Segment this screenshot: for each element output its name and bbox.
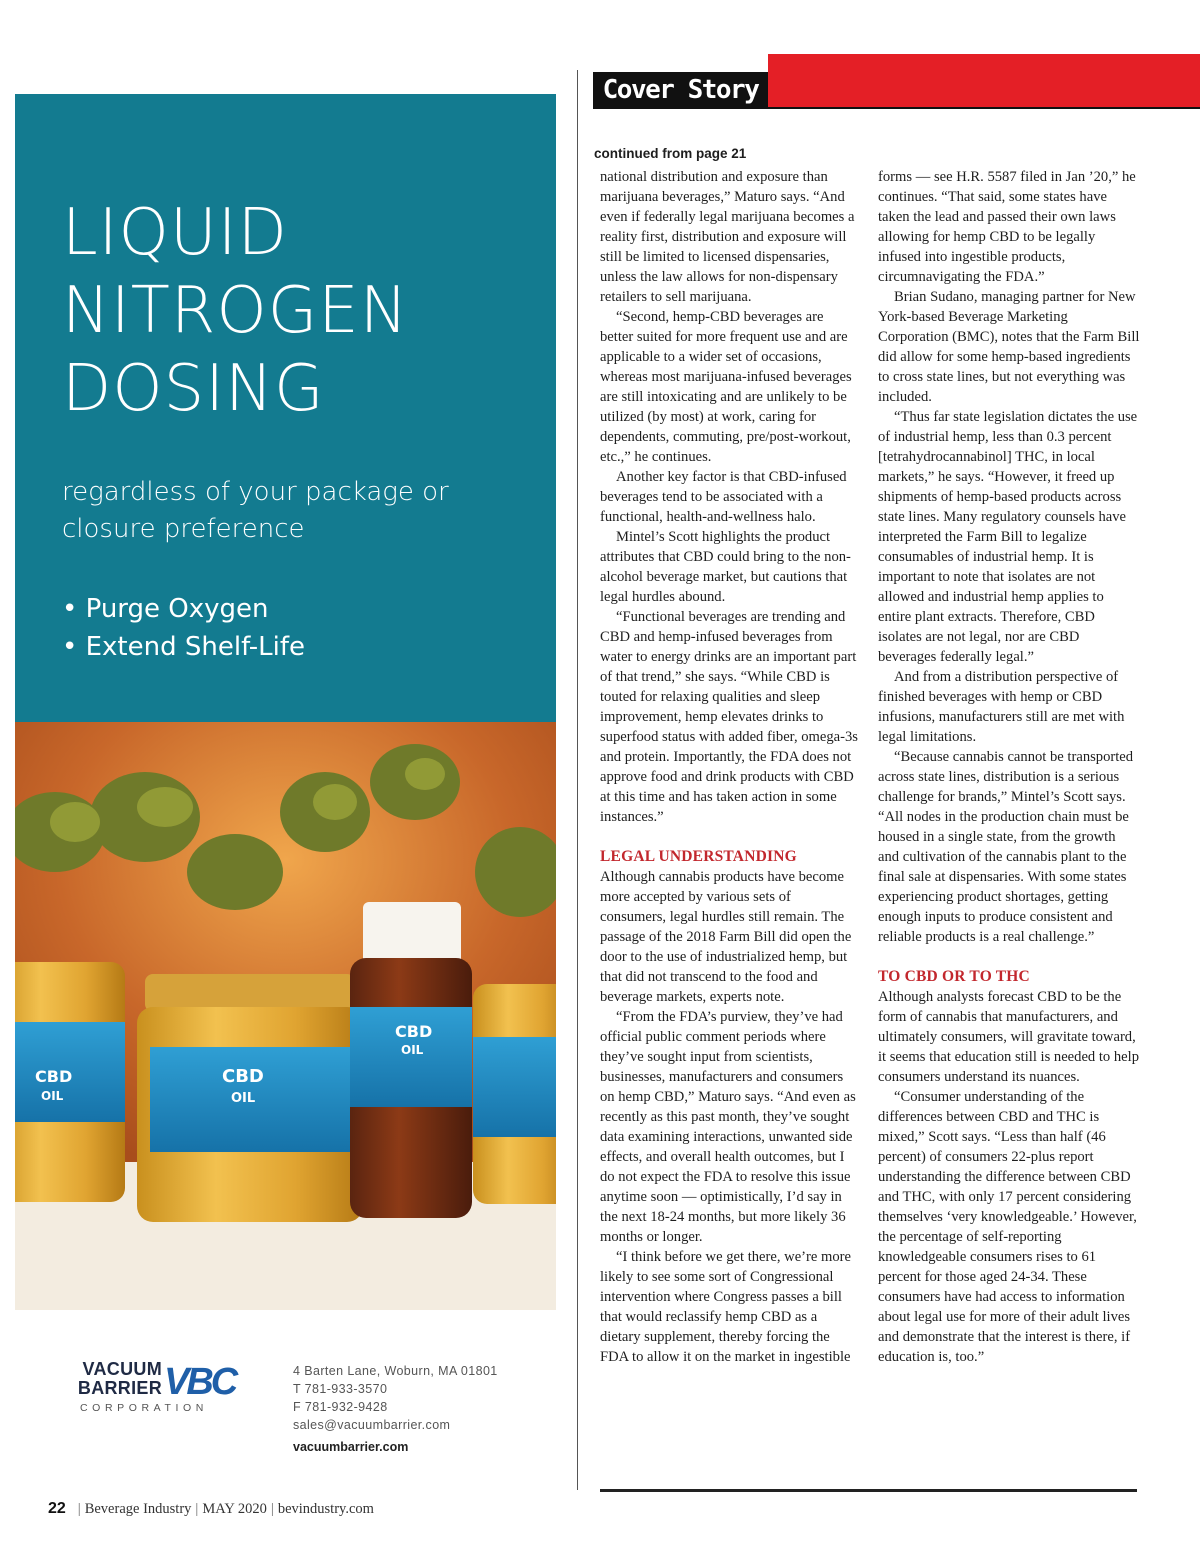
- ad-subhead: regardless of your package or closure preference: [62, 477, 449, 544]
- article-paragraph: “Because cannabis cannot be transported across state lines, distribution is a serious challenge for brands,” Mintel’s Scott says. “All nodes in the production chain must be housed in a single state, from the growth and cultivation of the cannabis plant to the final sale at dispensaries. With some states experiencing product shortages, getting enough inputs to produce consistent and reliable products is a real challenge.”: [878, 749, 1134, 945]
- vbc-name-line: BARRIER: [77, 1378, 162, 1398]
- jar-label-type: OIL: [41, 1089, 64, 1103]
- article-paragraph: “Consumer understanding of the differences between CBD and THC is mixed,” Scott says. “Less than half (46 percent) of consumers 22-plus report understanding the difference between CBD and THC, with only 17 percent considering themselves ‘very knowledgeable.’ However, the percentage of self-reporting knowledgeable consumers rises to 61 percent for those aged 24-34. These consumers have had access to information about legal use for more of their adult lives and demonstrate that the interest is there, if education is, too.”: [878, 1089, 1137, 1365]
- ad-photo-cbd-jars: [15, 722, 556, 1310]
- cbd-jars-illustration: [15, 722, 556, 1310]
- article-paragraph: “From the FDA’s purview, they’ve had official public comment periods where they’ve sought input from scientists, businesses, manufacturers and consumers on hemp CBD,” Maturo says. “And even as recently as this past month, they’ve sought data examining interactions, unwanted side effects, and overall health outcomes, but I do not expect the FDA to resolve this issue anytime soon — optimistically, I’d say in the next 18-24 months, but more likely 36 months or longer.: [600, 1009, 856, 1245]
- ad-fax: F 781-932-9428: [293, 1400, 388, 1414]
- ad-email-link[interactable]: sales@vacuumbarrier.com: [293, 1418, 451, 1432]
- article-paragraph: “Thus far state legislation dictates the use of industrial hemp, less than 0.3 percent [tetrahydrocannabinol] THC, in local markets,” he says. “However, it freed up shipments of hemp-based products across state lines. Many regulatory counsels have interpreted the Farm Bill to legalize consumables of industrial hemp. It is important to note that isolates are not allowed and industrial hemp applies to entire plant extracts. Therefore, CBD isolates are not legal, nor are CBD beverages federally legal.”: [878, 409, 1138, 665]
- article-paragraph: “Functional beverages are trending and CBD and hemp-infused beverages from water to energy drinks are an important part of that trend,” she says. “While CBD is touted for relaxing qualities and sleep improvement, hemp elevates drinks to superfood status with added fiber, omega-3s and protein. Importantly, the FDA does not approve food and drink products with CBD at this time and has taken action in some instances.”: [600, 609, 858, 825]
- ad-bullet: • Extend Shelf-Life: [62, 628, 532, 666]
- ad-phone: T 781-933-3570: [293, 1382, 388, 1396]
- page-number: 22: [48, 1500, 66, 1517]
- footer-publication: Beverage Industry: [84, 1501, 192, 1517]
- ad-address: 4 Barten Lane, Woburn, MA 01801: [293, 1364, 498, 1378]
- ad-headline-line: DOSING: [62, 352, 325, 426]
- article-paragraph: “Second, hemp-CBD beverages are better suited for more frequent use and are applicable to a wider set of occasions, whereas most marijuana-infused beverages are still intoxicating and are unlikely to be utilized (by most) at work, caring for dependents, commuting, pre/post-workout, etc.,” he continues.: [600, 309, 852, 465]
- ad-panel: [15, 94, 556, 1310]
- vbc-logo: [62, 1360, 252, 1420]
- ad-headline: [62, 194, 542, 428]
- jar-label-product: CBD: [35, 1067, 73, 1086]
- section-heading: TO CBD OR TO THC: [878, 968, 1030, 985]
- jar-label-type: OIL: [401, 1043, 424, 1057]
- vbc-corporation: CORPORATION: [80, 1402, 208, 1414]
- footer-issue: MAY 2020: [202, 1501, 267, 1517]
- jar-label-product: CBD: [395, 1022, 433, 1041]
- article-bottom-rule: [600, 1489, 1137, 1492]
- jar-label-product: CBD: [222, 1066, 264, 1087]
- ad-contact-block: [293, 1362, 498, 1434]
- ad-url-link[interactable]: vacuumbarrier.com: [293, 1440, 409, 1454]
- section-heading: LEGAL UNDERSTANDING: [600, 848, 797, 865]
- footer-site-link[interactable]: bevindustry.com: [277, 1501, 374, 1517]
- article-paragraph: And from a distribution perspective of finished beverages with hemp or CBD infusions, manufacturers still are met with legal limitations.: [878, 669, 1125, 745]
- article-paragraph: Mintel’s Scott highlights the product attributes that CBD could bring to the non-alcohol beverage market, but cautions that legal hurdles abound.: [600, 529, 851, 605]
- article-paragraph: Although cannabis products have become more accepted by various sets of consumers, legal hurdles still remain. The passage of the 2018 Farm Bill did open the door to the use of industrialized hemp, but that did not transcend to the food and beverage markets, experts note.: [600, 869, 852, 1005]
- section-title: Cover Story: [593, 72, 768, 109]
- page-footer: 22 | Beverage Industry | MAY 2020 | bevindustry.com: [48, 1500, 374, 1517]
- article-paragraph: “I think before we get there, we’re more likely to see some sort of Congressional intervention where Congress passes a bill that would reclassify hemp CBD as a dietary supplement, thereby forcing the FDA to allow it on the market in ingestible: [600, 1249, 852, 1365]
- article-column-1: [600, 167, 858, 1367]
- ad-bullet-list: [62, 590, 532, 666]
- section-rule: [593, 107, 1200, 109]
- column-divider: [577, 70, 578, 1490]
- ad-bullet: • Purge Oxygen: [62, 590, 532, 628]
- section-accent-bar: [768, 54, 1200, 109]
- ad-headline-line: NITROGEN: [62, 274, 409, 348]
- article-paragraph: Although analysts forecast CBD to be the form of cannabis that manufacturers, and ultimately consumers, will gravitate toward, it seems that education still is needed to help consumers understand its nuances.: [878, 989, 1140, 1085]
- article-paragraph: Another key factor is that CBD-infused beverages tend to be associated with a functional, health-and-wellness halo.: [600, 469, 847, 525]
- article-paragraph: national distribution and exposure than marijuana beverages,” Maturo says. “And even if federally legal marijuana becomes a reality first, distribution and exposure will still be limited to licensed dispensaries, unless the law allows for non-dispensary retailers to sell marijuana.: [600, 169, 855, 305]
- ad-headline-line: LIQUID: [62, 196, 288, 270]
- vbc-mark-icon: [162, 1360, 250, 1398]
- vbc-name-line: VACUUM: [82, 1359, 162, 1379]
- article-paragraph: Brian Sudano, managing partner for New York-based Beverage Marketing Corporation (BMC), notes that the Farm Bill did allow for some hemp-based ingredients to cross state lines, but not everything was included.: [878, 289, 1140, 405]
- article-column-2: [878, 167, 1140, 1367]
- vbc-mark-text: VBC: [164, 1361, 236, 1398]
- article-paragraph: forms — see H.R. 5587 filed in Jan ’20,” he continues. “That said, some states have taken the lead and passed their own laws allowing for hemp CBD to be legally infused into ingestible products, circumnavigating the FDA.”: [878, 169, 1136, 285]
- vbc-company-name: [62, 1360, 162, 1398]
- jar-label-type: OIL: [231, 1091, 256, 1106]
- continued-note: continued from page 21: [594, 146, 747, 161]
